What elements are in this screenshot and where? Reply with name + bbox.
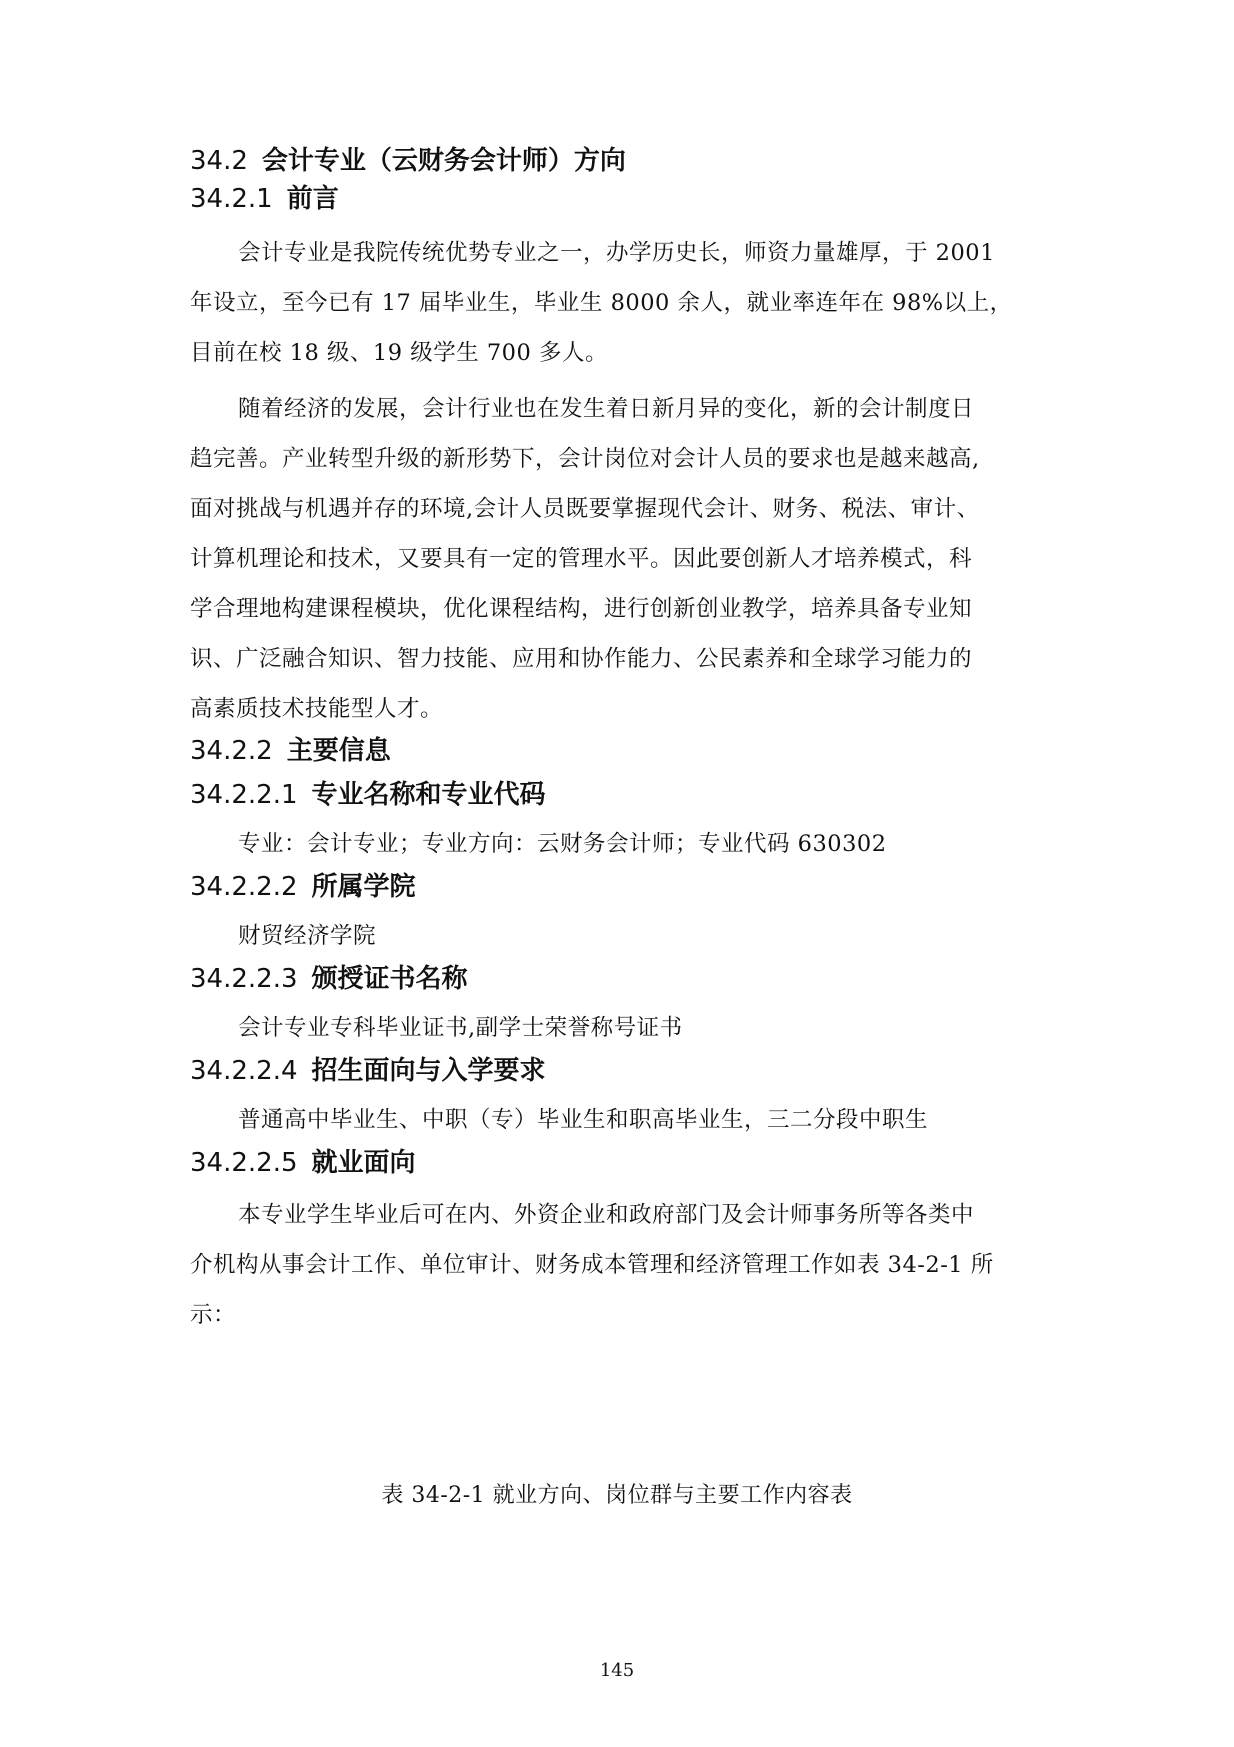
paragraph-line: 普通高中毕业生、中职（专）毕业生和职高毕业生，三二分段中职生 [238, 1107, 929, 1133]
employment-paragraph [190, 1190, 1050, 1340]
main-info-heading [190, 732, 1050, 770]
enrollment-title: 招生面向与入学要求 [311, 1056, 546, 1086]
certificate-heading [190, 960, 1050, 998]
paragraph-line: 目前在校 18 级、19 级学生 700 多人。 [190, 340, 608, 366]
enrollment-text [190, 1096, 1050, 1144]
employment-title: 就业面向 [311, 1148, 416, 1178]
paragraph-line: 学合理地构建课程模块，优化课程结构，进行创新创业教学，培养具备专业知 [190, 596, 973, 622]
paragraph-line: 示： [190, 1302, 237, 1328]
paragraph-line: 随着经济的发展，会计行业也在发生着日新月异的变化，新的会计制度日 [238, 396, 975, 422]
certificate-number: 34.2.2.3 [190, 964, 298, 994]
enrollment-number: 34.2.2.4 [190, 1056, 298, 1086]
major-name-text [190, 820, 1050, 868]
page-number: 145 [599, 1660, 635, 1681]
preface-paragraph-1 [190, 228, 1050, 378]
employment-heading [190, 1144, 1050, 1182]
document-body [190, 146, 1050, 1340]
paragraph-line: 会计专业是我院传统优势专业之一，办学历史长，师资力量雄厚，于 2001 [238, 240, 995, 266]
paragraph-line: 计算机理论和技术，又要具有一定的管理水平。因此要创新人才培养模式，科 [190, 546, 973, 572]
college-heading [190, 868, 1050, 906]
paragraph-line: 本专业学生毕业后可在内、外资企业和政府部门及会计师事务所等各类中 [238, 1202, 975, 1228]
table-caption: 表 34-2-1 就业方向、岗位群与主要工作内容表 [381, 1483, 853, 1508]
certificate-text [190, 1004, 1050, 1052]
major-name-number: 34.2.2.1 [190, 780, 298, 810]
college-number: 34.2.2.2 [190, 872, 298, 902]
major-name-heading [190, 776, 1050, 814]
paragraph-line: 趋完善。产业转型升级的新形势下，会计岗位对会计人员的要求也是越来越高, [190, 446, 980, 472]
college-text [190, 912, 1050, 960]
major-name-title: 专业名称和专业代码 [311, 780, 546, 810]
main-info-title: 主要信息 [286, 736, 391, 766]
preface-heading [190, 180, 1050, 218]
certificate-title: 颁授证书名称 [311, 964, 468, 994]
paragraph-line: 财贸经济学院 [238, 923, 377, 949]
college-title: 所属学院 [311, 872, 416, 902]
paragraph-line: 会计专业专科毕业证书,副学士荣誉称号证书 [238, 1015, 683, 1041]
paragraph-line: 高素质技术技能型人才。 [190, 696, 444, 722]
preface-number: 34.2.1 [190, 184, 273, 214]
main-info-number: 34.2.2 [190, 736, 273, 766]
section-number: 34.2 [190, 146, 248, 176]
paragraph-line: 面对挑战与机遇并存的环境,会计人员既要掌握现代会计、财务、税法、审计、 [190, 496, 980, 522]
employment-number: 34.2.2.5 [190, 1148, 298, 1178]
preface-title: 前言 [286, 184, 339, 214]
paragraph-line: 年设立，至今已有 17 届毕业生，毕业生 8000 余人，就业率连年在 98%以上， [190, 290, 1013, 316]
enrollment-heading [190, 1052, 1050, 1090]
paragraph-line: 专业：会计专业；专业方向：云财务会计师；专业代码 630302 [238, 831, 887, 857]
section-heading [190, 142, 1050, 180]
paragraph-line: 介机构从事会计工作、单位审计、财务成本管理和经济管理工作如表 34-2-1 所 [190, 1252, 994, 1278]
paragraph-line: 识、广泛融合知识、智力技能、应用和协作能力、公民素养和全球学习能力的 [190, 646, 973, 672]
section-title: 会计专业（云财务会计师）方向 [261, 146, 626, 176]
preface-paragraph-2 [190, 384, 1050, 734]
